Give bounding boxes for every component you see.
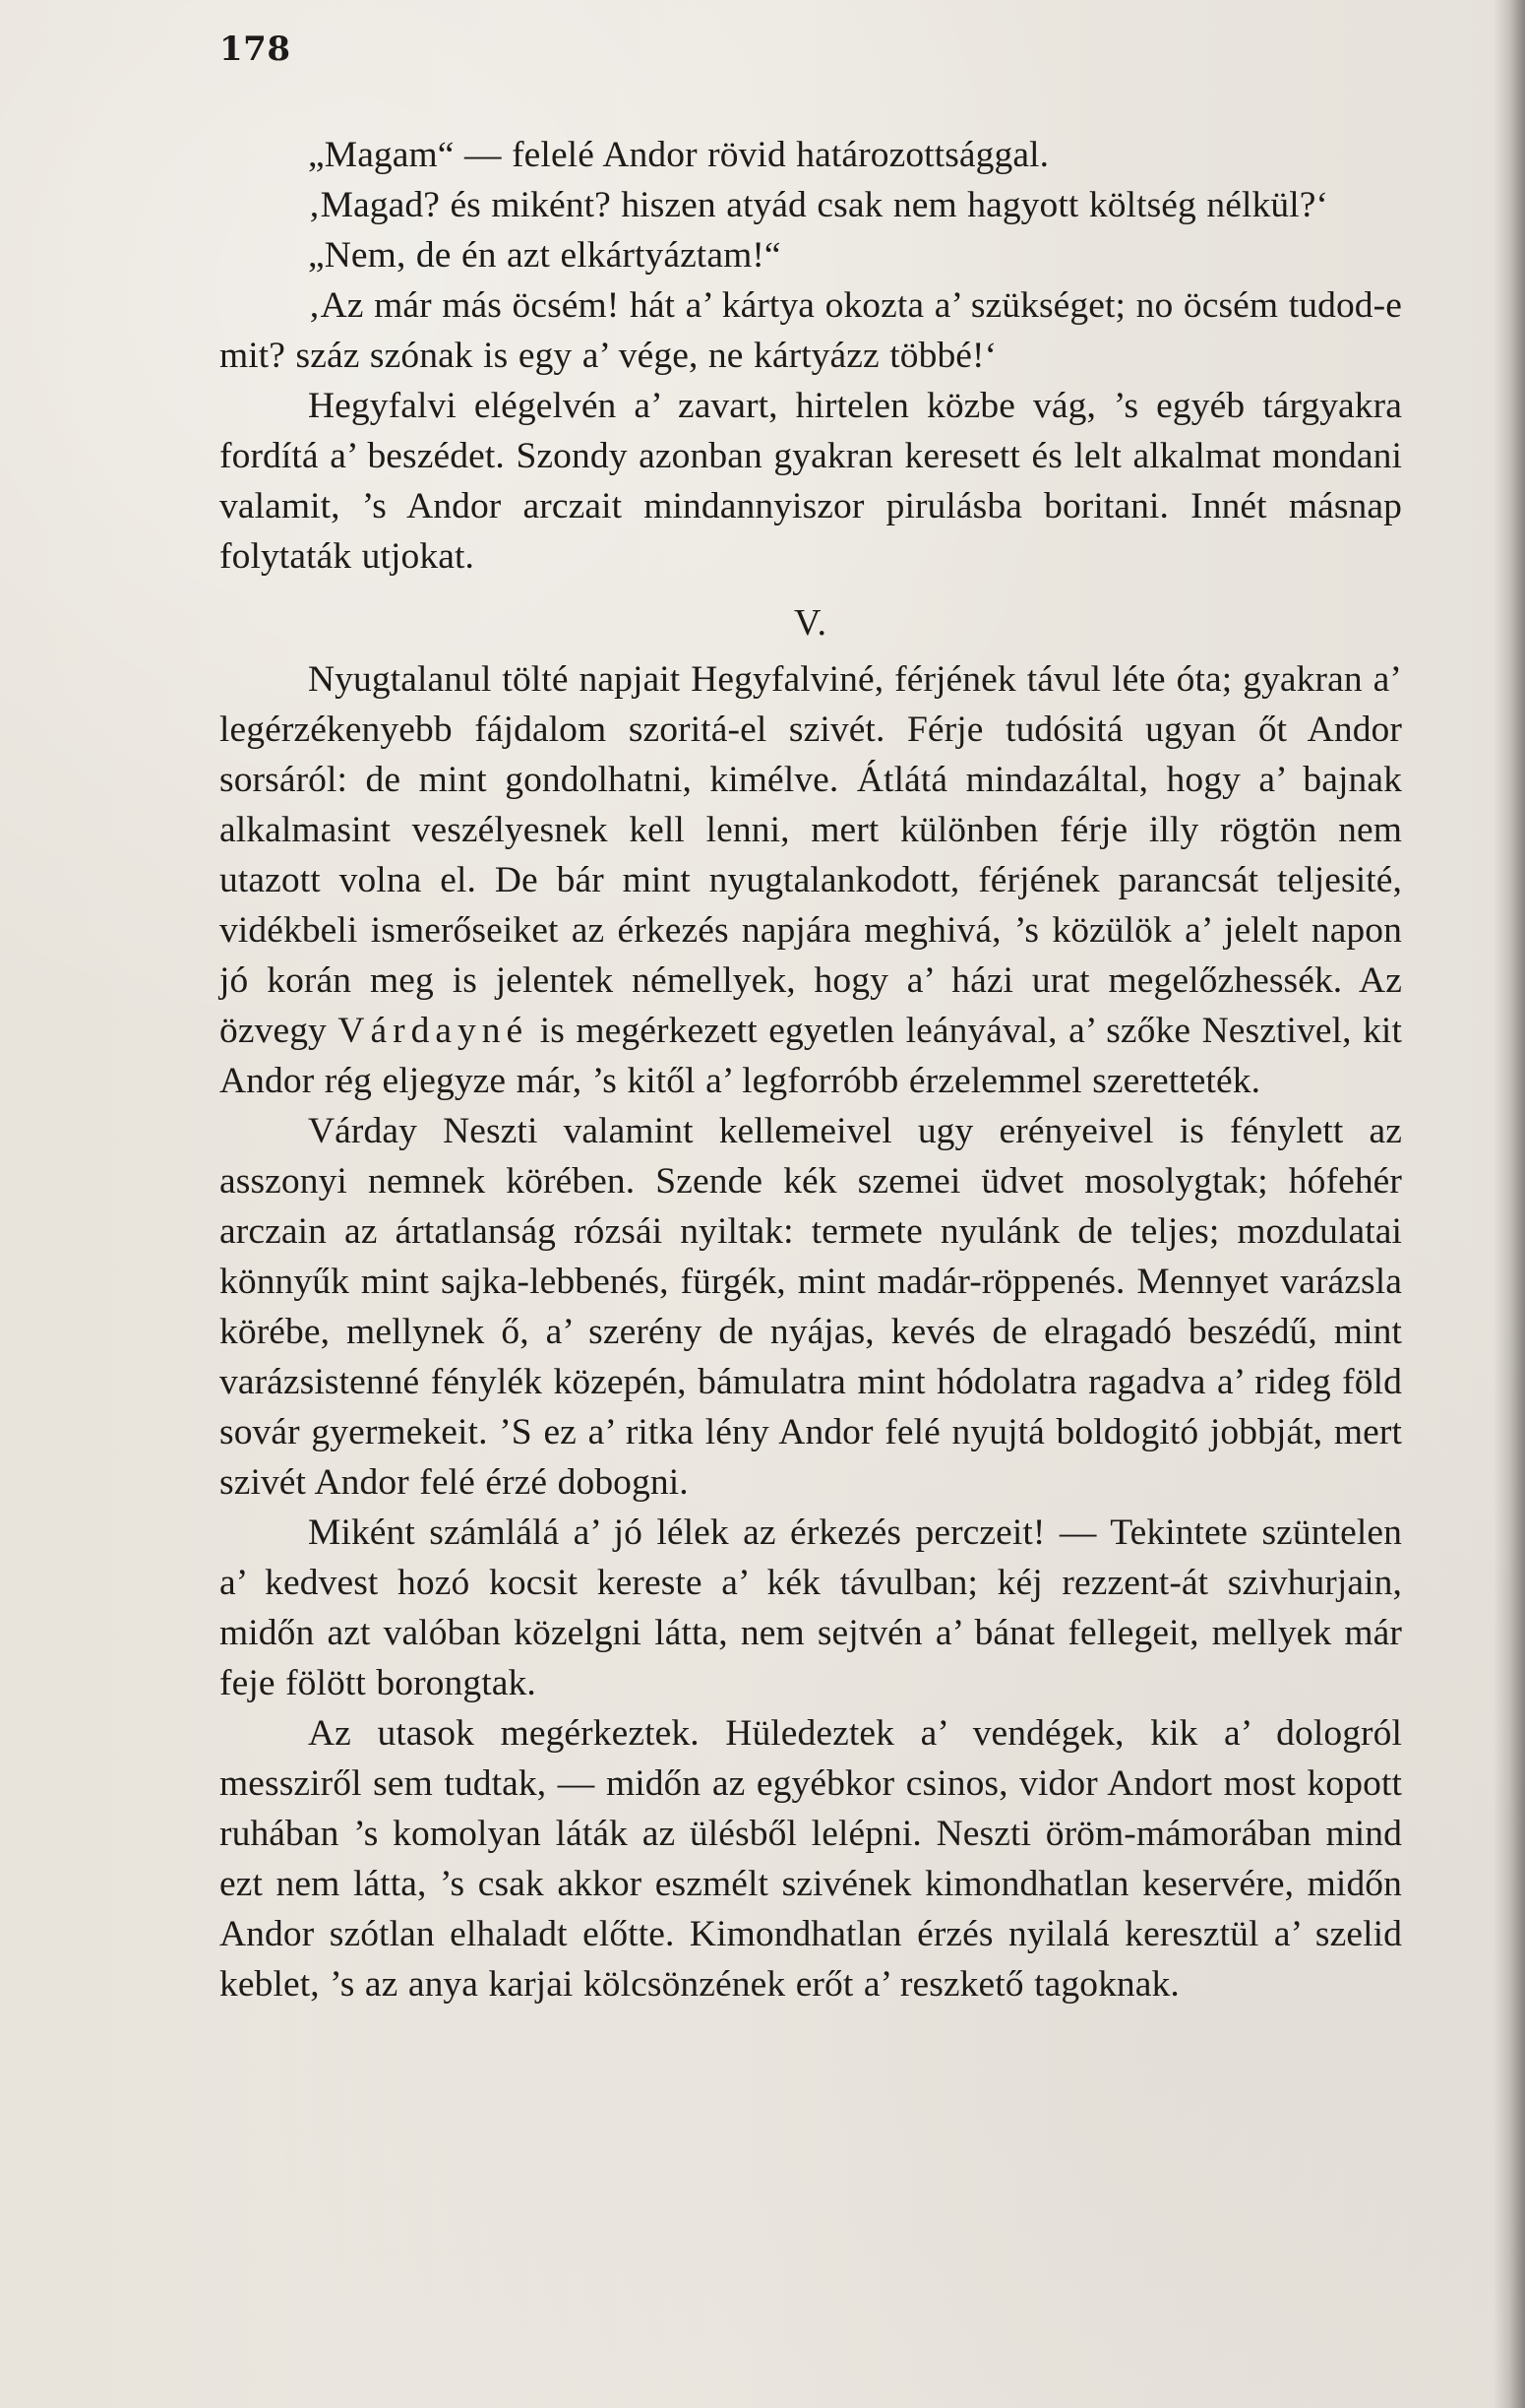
paragraph-dialogue-magad: ‚Magad? és miként? hiszen atyád csak nem hagyott költség nélkül?‘ — [308, 185, 1329, 225]
paragraph-dialogue-nem: „Nem, de én azt elkártyáztam!“ — [308, 235, 781, 276]
paragraph-nyugtalanul — [219, 654, 1402, 1106]
paragraph-hegyfalvi: Hegyfalvi elégelvén a’ zavart, hirtelen közbe vág, ’s egyéb tárgyakra fordítá a’ beszédet. Szondy azonban gyakran keresett és lelt alkalmat mondani valamit, ’s Andor arczait mindannyiszor pirulásba boritani. Innét másnap folytaták utjokat. — [219, 386, 1402, 577]
paragraph-dialogue-ocsem: ‚Az már más öcsém! hát a’ kártya okozta a’ szükséget; no öcsém tudod-e mit? száz szónak is egy a’ vége, ne kártyázz többé!‘ — [219, 285, 1402, 376]
paragraph-nyugtalanul-text: Nyugtalanul tölté napjait Hegyfalviné, férjének távul léte óta; gyakran a’ legérzékenyebb fájdalom szoritá-el szivét. Férje tudósitá ugyan őt Andor sorsáról: de mint gondolhatni, kimélve. Átlátá mindazáltal, hogy a’ bajnak alkalmasint veszélyesnek kell lenni, mert különben férje illy rögtön nem utazott volna el. De bár mint nyugtalankodott, férjének parancsát teljesité, vidékbeli ismerőseiket az érkezés napjára meghivá, ’s közülök a’ jelelt napon jó korán meg is jelentek némellyek, hogy a’ házi urat megelőzhessék. Az özvegy — [219, 659, 1402, 1051]
paragraph-nyugtalanul-tail: is megérkezett egyetlen leányával, a’ szőke Nesztivel, kit Andor rég eljegyze már, ’s kitől a’ legforróbb érzelemmel szeretteték. — [219, 1011, 1402, 1101]
page-number: 178 — [219, 30, 291, 69]
paragraph-az-utasok: Az utasok megérkeztek. Hüledeztek a’ vendégek, kik a’ dologról messziről sem tudtak, — midőn az egyébkor csinos, vidor Andort most kopott ruhában ’s komolyan láták az ülésből lelépni. Neszti öröm-mámorában mind ezt nem látta, ’s csak akkor eszmélt szivének kimondhatlan keservére, midőn Andor szótlan elhaladt előtte. Kimondhatlan érzés nyilalá keresztül a’ szelid keblet, ’s az anya karjai kölcsönzének erőt a’ reszkető tagoknak. — [219, 1713, 1402, 2005]
spaced-name-vardayne: Várdayné — [337, 1011, 529, 1051]
chapter-heading: V. — [793, 602, 828, 644]
page-body-text — [219, 130, 1402, 2009]
paragraph-varday-neszti: Várday Neszti valamint kellemeivel ugy erényeivel is fénylett az asszonyi nemnek körében. Szende kék szemei üdvet mosolygtak; hófehér arczain az ártatlanság rózsái nyiltak: termete nyulánk de teljes; mozdulatai könnyűk mint sajka-lebbenés, fürgék, mint madár-röppenés. Mennyet varázsla körébe, mellynek ő, a’ szerény de nyájas, kevés de elragadó beszédű, mint varázsistenné fénylék közepén, bámulatra mint hódolatra ragadva a’ rideg föld sovár gyermekeit. ’S ez a’ ritka lény Andor felé nyujtá boldogitó jobbját, mert szivét Andor felé érzé dobogni. — [219, 1111, 1402, 1503]
paragraph-dialogue-magam: „Magam“ — felelé Andor rövid határozottsággal. — [308, 135, 1050, 175]
page-gutter-shadow — [1494, 0, 1525, 2408]
paragraph-mikent: Miként számlálá a’ jó lélek az érkezés perczeit! — Tekintete szüntelen a’ kedvest hozó kocsit kereste a’ kék távulban; kéj rezzent-át szivhurjain, midőn azt valóban közelgni látta, nem sejtvén a’ bánat fellegeit, mellyek már feje fölött borongtak. — [219, 1513, 1402, 1703]
